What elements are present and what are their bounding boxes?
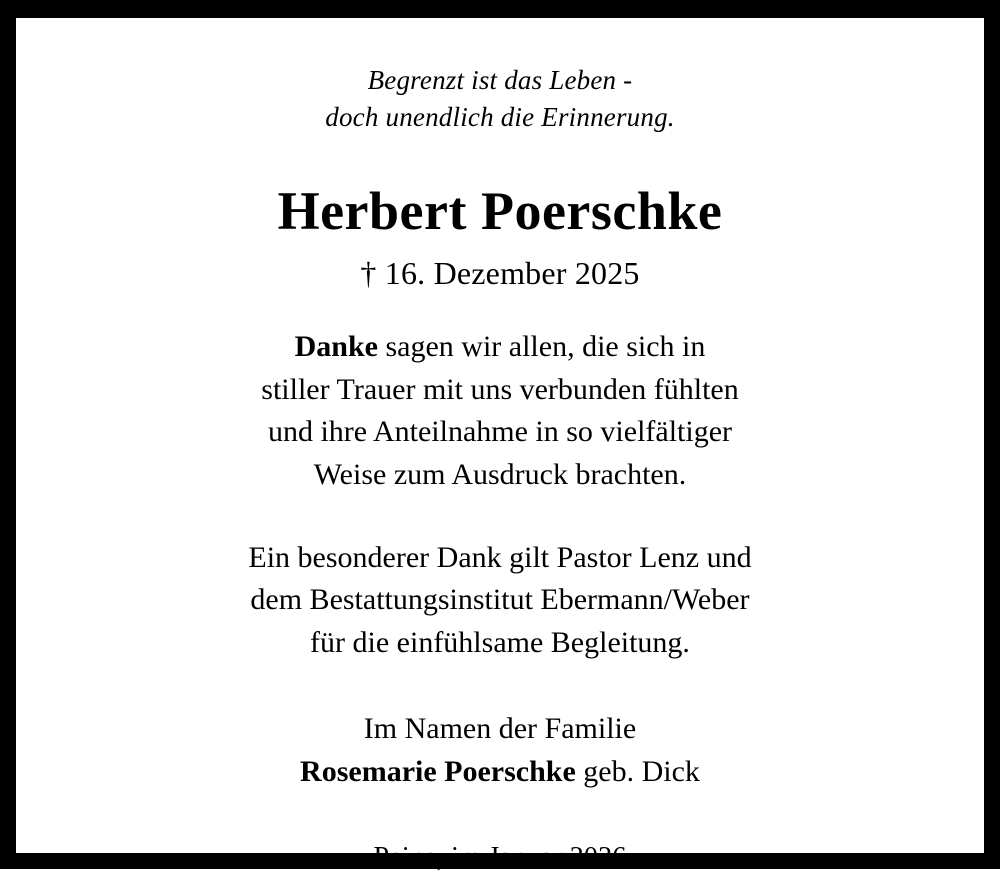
death-date: 16. Dezember 2025 <box>384 255 640 292</box>
deceased-name: Herbert Poerschke <box>277 180 723 241</box>
family-signature <box>300 708 700 793</box>
thanks-paragraph <box>261 326 738 496</box>
thanks-line-2: stiller Trauer mit uns verbunden fühlten <box>261 372 739 406</box>
death-date-line <box>360 255 639 292</box>
thanks-line-3: und ihre Anteilnahme in so vielfältiger <box>267 415 733 449</box>
thanks-lead-bold: Danke <box>294 330 378 364</box>
special-thanks-line-1: Ein besonderer Dank gilt Pastor Lenz und <box>248 540 752 574</box>
family-line-1: Im Namen der Familie <box>363 712 637 746</box>
special-thanks-line-2: dem Bestattungsinstitut Ebermann/Weber <box>250 583 750 617</box>
family-signer-suffix: geb. Dick <box>575 754 700 788</box>
thanks-line-4: Weise zum Ausdruck brachten. <box>313 457 687 491</box>
thanks-line-1-rest: sagen wir allen, die sich in <box>377 330 706 364</box>
family-signer <box>300 751 700 794</box>
family-signer-name: Rosemarie Poerschke <box>300 754 576 788</box>
special-thanks-line-3: für die einfühlsame Begleitung. <box>310 625 690 659</box>
thanks-line-1 <box>261 326 738 369</box>
motto-line-1: Begrenzt ist das Leben - <box>367 65 633 95</box>
motto-line-2: doch unendlich die Erinnerung. <box>325 102 675 133</box>
place-and-date: Peine, im Januar 2026 <box>373 841 627 873</box>
cross-icon: † <box>360 255 377 292</box>
motto <box>325 62 674 137</box>
special-thanks-paragraph <box>248 537 751 665</box>
obituary-card <box>16 18 984 873</box>
